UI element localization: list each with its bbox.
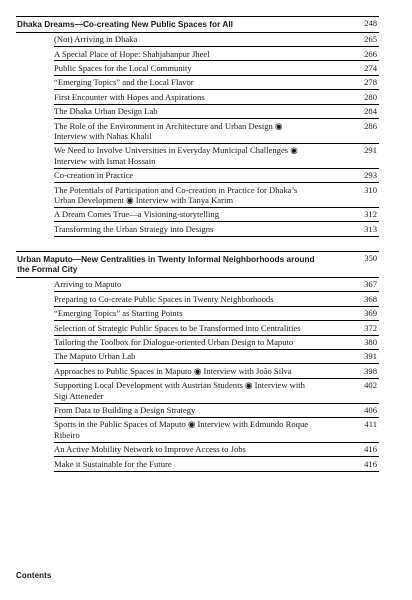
toc-entry <box>54 457 379 471</box>
entry-page-number: 369 <box>364 308 377 319</box>
entry-page-number: 286 <box>364 120 377 131</box>
toc-entry <box>54 364 379 378</box>
entry-title: Tailoring the Toolbox for Dialogue-oriented Urban Design to Maputo <box>54 337 294 347</box>
section-title: Dhaka Dreams—Co-creating New Public Spaces for All <box>17 19 233 29</box>
entry-title: We Need to Involve Universities in Everyday Municipal Challenges ◉ Interview with Ismat Hossain <box>54 145 298 166</box>
toc-entry <box>54 307 379 321</box>
table-of-contents <box>16 16 379 472</box>
entry-title: Selection of Strategic Public Spaces to be Transformed into Centralities <box>54 322 301 333</box>
entry-page-number: 416 <box>364 444 377 455</box>
entry-page-number: 402 <box>364 380 377 391</box>
toc-entry <box>54 278 379 292</box>
toc-entry <box>54 119 379 144</box>
entry-page-number: 406 <box>364 405 377 416</box>
toc-entry <box>54 90 379 104</box>
entry-page-number: 380 <box>364 337 377 347</box>
toc-entry <box>54 292 379 306</box>
entry-title: The Role of the Environment in Architecture and Urban Design ◉ Interview with Nahas Khalil <box>54 120 283 141</box>
entry-page-number: 416 <box>364 458 377 469</box>
section-heading <box>16 17 379 33</box>
toc-entry <box>54 443 379 457</box>
entry-title: A Dream Comes True—a Visioning-storytelling <box>54 209 219 220</box>
entry-page-number: 284 <box>364 106 377 117</box>
section-page-number: 350 <box>364 253 377 263</box>
entry-title: Public Spaces for the Local Community <box>54 62 192 73</box>
entry-title: Make it Sustainable for the Future <box>54 458 172 469</box>
entry-title: Preparing to Co-create Public Spaces in Twenty Neighborhoods <box>54 293 274 304</box>
entry-title: Transforming the Urban Strategy into Designs <box>54 223 214 234</box>
entry-title: The Potentials of Participation and Co-creation in Practice for Dhaka’s Urban Development ◉ Interview with Tanya Karim <box>54 184 298 205</box>
toc-section-maputo <box>16 251 379 472</box>
toc-entry <box>54 336 379 350</box>
toc-entry <box>54 418 379 443</box>
section-heading <box>16 252 379 278</box>
entry-page-number: 398 <box>364 365 377 376</box>
entry-title: Co-creation in Practice <box>54 170 134 181</box>
entry-title: (Not) Arriving in Dhaka <box>54 34 138 45</box>
toc-entry <box>54 350 379 364</box>
toc-entry <box>54 183 379 208</box>
entry-title: From Data to Building a Design Strategy <box>54 405 196 416</box>
toc-entry <box>54 76 379 90</box>
toc-entry <box>54 208 379 222</box>
entry-page-number: 274 <box>364 62 377 73</box>
entry-page-number: 291 <box>364 145 377 156</box>
toc-entry <box>54 144 379 169</box>
section-title: Urban Maputo—New Centralities in Twenty Informal Neighborhoods around the Formal City <box>17 253 315 275</box>
entry-title: Arriving to Maputo <box>54 279 122 290</box>
entry-page-number: 280 <box>364 91 377 102</box>
entry-title: Supporting Local Development with Austrian Students ◉ Interview with Sigi Atteneder <box>54 380 305 401</box>
toc-entry <box>54 169 379 183</box>
toc-entry <box>54 61 379 75</box>
toc-section-dhaka <box>16 16 379 237</box>
entry-title: Sports in the Public Spaces of Maputo ◉ Interview with Edmundo Roque Ribeiro <box>54 419 309 440</box>
entry-title: A Special Place of Hope: Shahjahanpur Jheel <box>54 48 210 59</box>
toc-entry <box>54 404 379 418</box>
entry-title: The Maputo Urban Lab <box>54 351 136 362</box>
toc-entry <box>54 379 379 404</box>
section-page-number: 248 <box>364 19 377 28</box>
entry-page-number: 411 <box>364 419 377 430</box>
entry-page-number: 293 <box>364 170 377 181</box>
entry-page-number: 367 <box>364 279 377 290</box>
entry-page-number: 391 <box>364 351 377 362</box>
entry-title: Approaches to Public Spaces in Maputo ◉ Interview with João Silva <box>54 365 292 376</box>
entry-page-number: 278 <box>364 77 377 88</box>
entry-title: The Dhaka Urban Design Lab <box>54 106 158 117</box>
entry-page-number: 310 <box>364 184 377 195</box>
entry-title: An Active Mobility Network to Improve Access to Jobs <box>54 444 246 455</box>
page-footer-label: Contents <box>16 571 52 580</box>
entry-page-number: 313 <box>364 223 377 234</box>
entry-title: First Encounter with Hopes and Aspirations <box>54 91 205 102</box>
toc-entry <box>54 321 379 335</box>
toc-entry <box>54 47 379 61</box>
entry-page-number: 312 <box>364 209 377 220</box>
entry-page-number: 265 <box>364 34 377 45</box>
entry-page-number: 266 <box>364 48 377 59</box>
entry-page-number: 368 <box>364 293 377 304</box>
toc-entry <box>54 33 379 47</box>
entry-title: “Emerging Topics” and the Local Flavor <box>54 77 194 88</box>
entry-title: “Emerging Topics” as Starting Points <box>54 308 183 319</box>
entry-page-number: 372 <box>364 322 377 333</box>
toc-entry <box>54 105 379 119</box>
toc-entry <box>54 222 379 236</box>
